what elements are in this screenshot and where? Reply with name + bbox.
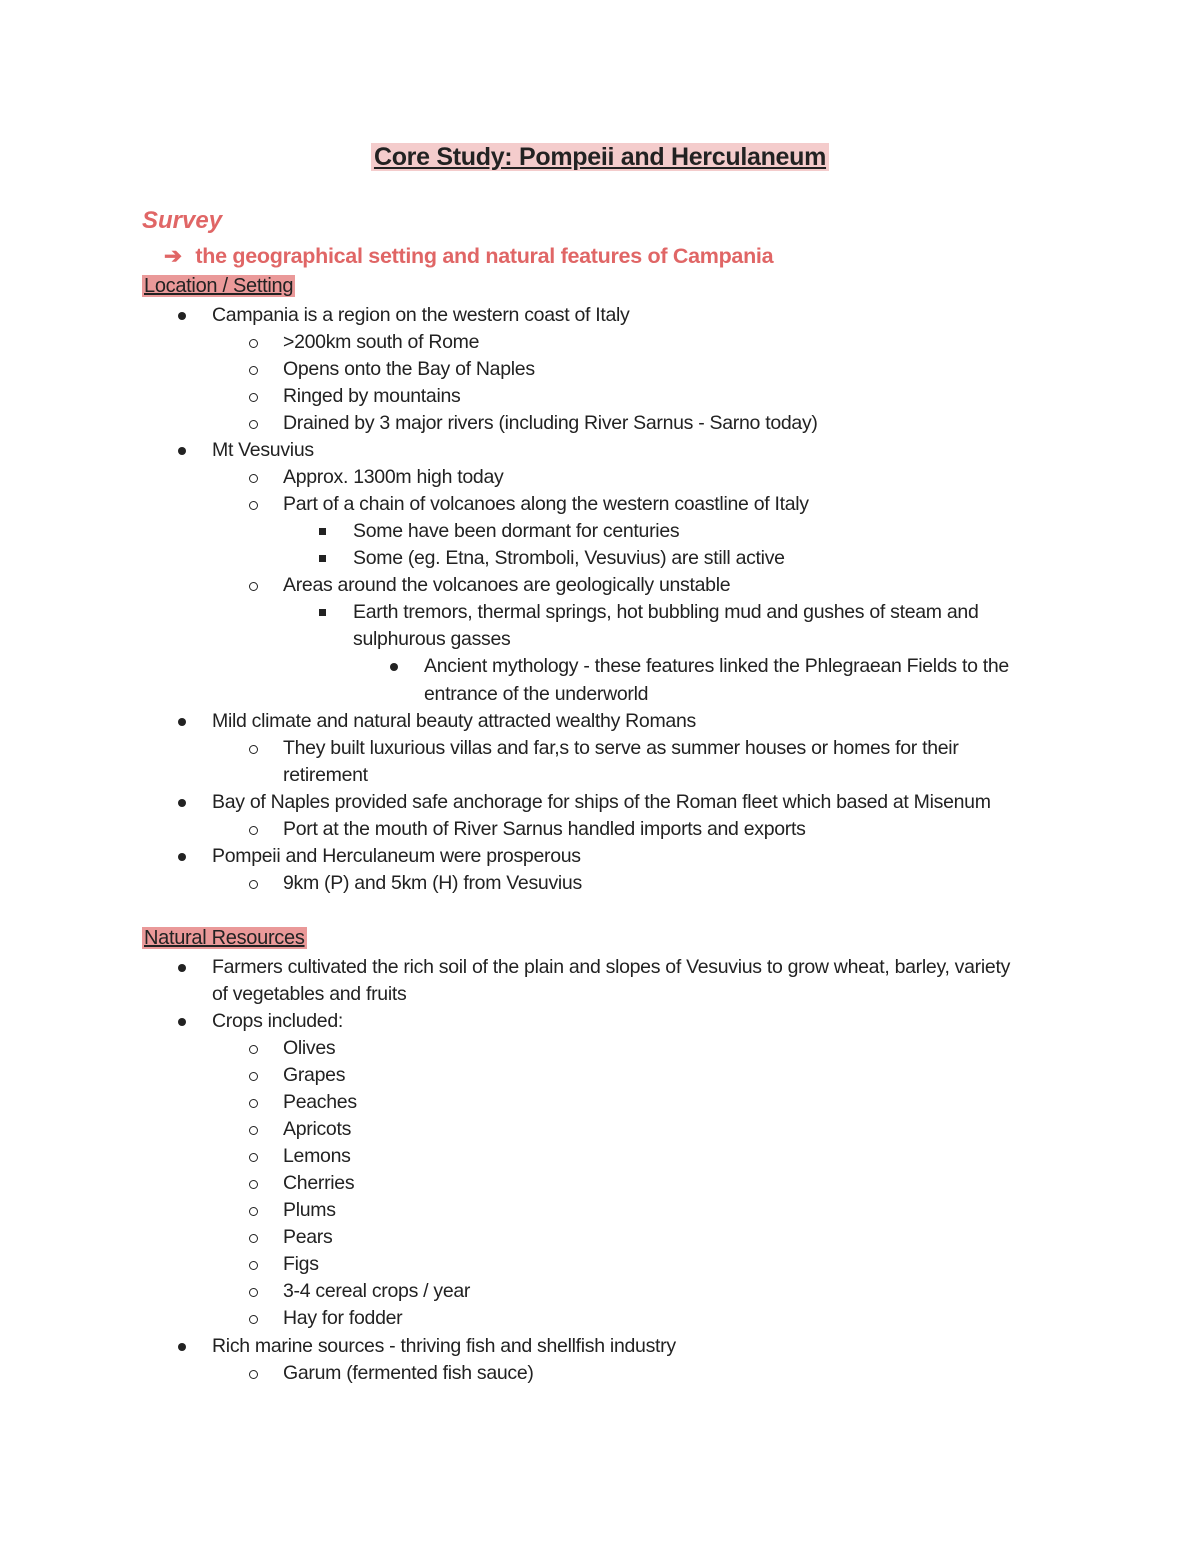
hollow-bullet-icon [249,1288,258,1297]
arrow-right-icon: ➔ [164,244,182,268]
section-heading-resources [142,925,307,952]
hollow-bullet-icon [249,1045,258,1054]
resources-line: Pears [283,1226,333,1248]
bullet-icon [178,447,186,455]
resources-line: Crops included: [212,1010,343,1032]
square-bullet-icon [319,555,326,562]
subheading [164,241,773,271]
hollow-bullet-icon [249,1234,258,1243]
hollow-bullet-icon [249,501,258,510]
location-line: entrance of the underworld [424,683,649,705]
hollow-bullet-icon [249,339,258,348]
resources-line: Plums [283,1199,336,1221]
resources-line: Farmers cultivated the rich soil of the plain and slopes of Vesuvius to grow wheat, barley, variety [212,956,1011,978]
resources-line: Peaches [283,1091,357,1113]
location-line: Pompeii and Herculaneum were prosperous [212,845,581,867]
bullet-icon [178,312,186,320]
resources-line: Hay for fodder [283,1307,403,1329]
hollow-bullet-icon [249,474,258,483]
hollow-bullet-icon [249,1072,258,1081]
location-line: retirement [283,764,368,786]
location-line: Part of a chain of volcanoes along the western coastline of Italy [283,493,809,515]
location-line: >200km south of Rome [283,331,480,353]
hollow-bullet-icon [249,1207,258,1216]
bullet-icon [178,853,186,861]
hollow-bullet-icon [249,745,258,754]
hollow-bullet-icon [249,420,258,429]
location-line: Ancient mythology - these features linked the Phlegraean Fields to the [424,655,1009,677]
location-line: They built luxurious villas and far,s to serve as summer houses or homes for their [283,737,959,759]
location-line: Approx. 1300m high today [283,466,504,488]
bullet-icon [178,1018,186,1026]
location-line: Earth tremors, thermal springs, hot bubbling mud and gushes of steam and [353,601,979,623]
hollow-bullet-icon [249,366,258,375]
hollow-bullet-icon [249,582,258,591]
bullet-icon [390,663,398,671]
location-line: 9km (P) and 5km (H) from Vesuvius [283,872,582,894]
location-line: sulphurous gasses [353,628,511,650]
resources-line: Olives [283,1037,336,1059]
resources-line: 3-4 cereal crops / year [283,1280,471,1302]
bullet-icon [178,964,186,972]
subheading-text: the geographical setting and natural features of Campania [195,244,774,268]
location-line: Areas around the volcanoes are geologically unstable [283,574,731,596]
resources-line: Lemons [283,1145,351,1167]
location-line: Bay of Naples provided safe anchorage for ships of the Roman fleet which based at Misenum [212,791,991,813]
location-line: Mt Vesuvius [212,439,314,461]
location-line: Some have been dormant for centuries [353,520,680,542]
square-bullet-icon [319,528,326,535]
hollow-bullet-icon [249,1261,258,1270]
location-line: Ringed by mountains [283,385,461,407]
location-line: Campania is a region on the western coast of Italy [212,304,630,326]
survey-heading: Survey [142,207,223,234]
location-line: Drained by 3 major rivers (including River Sarnus - Sarno today) [283,412,818,434]
location-line: Opens onto the Bay of Naples [283,358,535,380]
resources-line: of vegetables and fruits [212,983,407,1005]
section-heading-location [142,273,295,300]
resources-line: Figs [283,1253,319,1275]
resources-line: Grapes [283,1064,346,1086]
square-bullet-icon [319,609,326,616]
location-line: Port at the mouth of River Sarnus handled imports and exports [283,818,806,840]
hollow-bullet-icon [249,826,258,835]
hollow-bullet-icon [249,1153,258,1162]
resources-line: Rich marine sources - thriving fish and shellfish industry [212,1335,676,1357]
resources-line: Cherries [283,1172,355,1194]
hollow-bullet-icon [249,880,258,889]
resources-line: Apricots [283,1118,352,1140]
resources-line: Garum (fermented fish sauce) [283,1362,534,1384]
bullet-icon [178,799,186,807]
hollow-bullet-icon [249,1099,258,1108]
bullet-icon [178,1343,186,1351]
section-heading-resources-text: Natural Resources [144,927,305,949]
section-heading-location-text: Location / Setting [144,275,294,297]
hollow-bullet-icon [249,1315,258,1324]
bullet-icon [178,718,186,726]
hollow-bullet-icon [249,393,258,402]
hollow-bullet-icon [249,1126,258,1135]
location-line: Some (eg. Etna, Stromboli, Vesuvius) are still active [353,547,785,569]
page-title [0,140,1200,174]
hollow-bullet-icon [249,1180,258,1189]
hollow-bullet-icon [249,1370,258,1379]
location-line: Mild climate and natural beauty attracted wealthy Romans [212,710,696,732]
title-text: Core Study: Pompeii and Herculaneum [371,143,829,171]
